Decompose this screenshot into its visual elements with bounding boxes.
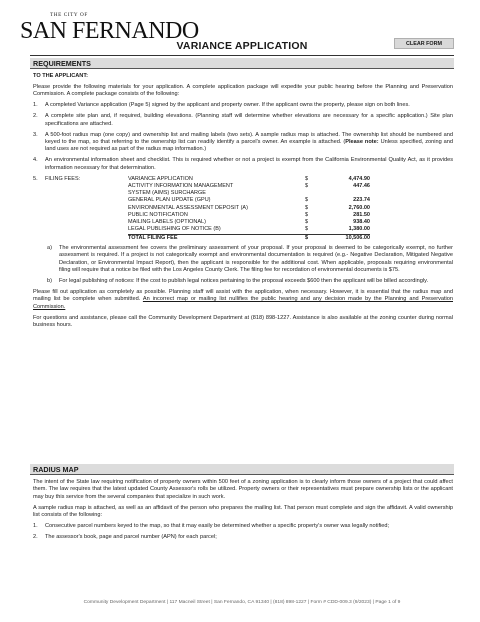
item-text: A complete site plan and, if required, building elevations. (Planning staff will determine whether elevations are necessary for a specific application.) Site plan specifications are attached. xyxy=(45,113,453,127)
item-number: 5. xyxy=(33,175,38,182)
requirement-item-1 xyxy=(33,102,453,109)
fee-name: VARIANCE APPLICATION xyxy=(128,175,193,182)
fee-amount: 4,474.90 xyxy=(348,175,370,182)
fee-amount: 2,760.00 xyxy=(348,204,370,211)
ownership-item-1 xyxy=(33,523,453,530)
filing-fees-table xyxy=(45,176,370,242)
note-text: The environmental assessment fee covers the preliminary assessment of your proposal. If your proposal is deemed to be categorically exempt, no further assessment is required. If a project is not categorically exempt and environmental documentation is required (e.g.- Negative Declaration, Mitigated Negative Declaration, or Environmental Impact Report), then the applicant is responsible for the additional cost. When applicable, proposals requiring environmental filing will require that a notice be filed with the Los Angeles County Clerk. The filing fee for recordation of environmental documents is $75. xyxy=(59,244,453,274)
fee-amount: 223.74 xyxy=(353,197,370,204)
fee-total-amount: 10,506.00 xyxy=(325,234,370,242)
fee-total-dollar: $ xyxy=(305,234,325,242)
fee-dollar: $ xyxy=(305,197,309,204)
item-number: 1. xyxy=(33,523,38,530)
filing-fees-item xyxy=(33,176,453,242)
requirements-intro: Please provide the following materials for your application. A complete application package will expedite your public hearing before the Planning and Preservation Commission. A complete package consists of the following: xyxy=(33,83,453,98)
item-number: 4. xyxy=(33,157,38,164)
fee-dollar: $ xyxy=(305,204,309,211)
fee-name: LEGAL PUBLISHING OF NOTICE (B) xyxy=(128,226,221,233)
logo-small-text: THE CITY OF xyxy=(50,12,88,18)
fee-total-row xyxy=(45,234,370,242)
item-text: An environmental information sheet and checklist. This is required whether or not a project is exempt from the California Environmental Quality Act, as it provides information necessary for that determination. xyxy=(45,157,453,171)
fee-row xyxy=(45,183,370,190)
page-footer: Community Development Department | 117 Macneil Street | San Fernando, CA 91340 | (818) 898-1227 | Form # CDD-009.3 (9/2023) | Page 1 of 9 xyxy=(83,600,401,605)
item-text-part-b: Unless specified, zoning and land uses are not required as part of the radius map information.) xyxy=(45,139,453,153)
fee-dollar: $ xyxy=(305,219,309,226)
fee-name: PUBLIC NOTIFICATION xyxy=(128,211,188,218)
item-text-part-a: A 500-foot radius map (one copy) and ownership list and mailing labels (two sets). A sample radius map is attached. The ownership list should be numbered and keyed to the map, so that referring to the ownership list can readily identify a parcel's owner. An example is attached. ( xyxy=(45,131,453,145)
item-number: 1. xyxy=(33,102,38,109)
please-note-label: Please note: xyxy=(345,139,379,145)
requirements-heading: REQUIREMENTS xyxy=(30,58,454,69)
fee-row xyxy=(45,176,370,183)
filing-fees-label: FILING FEES: xyxy=(45,175,81,182)
radius-map-sample: A sample radius map is attached, as well as an affidavit of the person who prepares the mailing list. That person must complete and sign the affidavit. A valid ownership list consists of the following: xyxy=(33,504,453,519)
fee-dollar: $ xyxy=(305,175,309,182)
fee-dollar: $ xyxy=(305,211,309,218)
fee-amount: 938.40 xyxy=(353,219,370,226)
item-number: 2. xyxy=(33,534,38,541)
fee-row xyxy=(45,205,370,212)
fee-note-b xyxy=(47,278,453,285)
item-text xyxy=(45,132,453,154)
fee-row xyxy=(45,212,370,219)
item-text: Consecutive parcel numbers keyed to the map, so that it may easily be determined whether a specific property's owner was legally notified; xyxy=(45,523,390,530)
fee-amount: 447.46 xyxy=(353,182,370,189)
item-number: 3. xyxy=(33,131,38,138)
fee-row xyxy=(45,219,370,226)
radius-map-intro: The intent of the State law requiring notification of property owners within 500 feet of a zoning application is to clearly inform those owners of a project that could affect them. The law requires that the latest updated County Assessor's rolls be utilized. Property owners or their representatives must prepare ownership lists or the applicant may buy this service from the several companies that specialize in such work. xyxy=(33,479,453,500)
title-bar xyxy=(30,37,454,56)
radius-map-heading: RADIUS MAP xyxy=(30,464,454,475)
requirement-item-3 xyxy=(33,132,453,154)
requirements-section xyxy=(33,73,453,333)
note-letter: a) xyxy=(47,244,52,251)
fee-row xyxy=(45,226,370,234)
fee-total-name: TOTAL FILING FEE xyxy=(128,234,305,242)
fill-out-paragraph xyxy=(33,289,453,311)
fee-name: MAILING LABELS (OPTIONAL) xyxy=(128,219,206,226)
fee-name: ACTIVITY INFORMATION MANAGEMENT xyxy=(128,182,234,189)
logo-big-text: SAN FERNANDO xyxy=(20,18,199,44)
note-letter: b) xyxy=(47,278,52,285)
fee-amount: 281.50 xyxy=(353,211,370,218)
to-applicant-label: TO THE APPLICANT: xyxy=(33,73,89,79)
ownership-item-2 xyxy=(33,534,453,541)
radius-map-section xyxy=(33,479,453,545)
fee-note-a xyxy=(47,245,453,275)
fee-row xyxy=(45,190,370,197)
fee-name: SYSTEM (AIMS) SURCHARGE xyxy=(128,190,206,197)
clear-form-button[interactable]: CLEAR FORM xyxy=(394,38,454,49)
page-title: VARIANCE APPLICATION xyxy=(176,40,308,52)
note-text: For legal publishing of notices: If the cost to publish legal notices pertaining to the proposal exceeds $600 then the applicant will be billed accordingly. xyxy=(59,278,429,285)
fee-row xyxy=(45,197,370,204)
item-text: A completed Variance application (Page 5) signed by the applicant and property owner. If the applicant owns the property, please sign on both lines. xyxy=(45,102,410,109)
fill-out-warning: An incorrect map or mailing list nullifies the public hearing and any decision made by the Planning and Preservation Commission. xyxy=(33,296,453,310)
fee-dollar xyxy=(305,190,325,197)
requirement-item-4 xyxy=(33,157,453,172)
fee-name: ENVIRONMENTAL ASSESSMENT DEPOSIT (A) xyxy=(128,204,248,211)
item-text: The assessor's book, page and parcel number (APN) for each parcel; xyxy=(45,534,217,541)
fee-name: GENERAL PLAN UPDATE (GPU) xyxy=(128,197,211,204)
item-number: 2. xyxy=(33,113,38,120)
questions-paragraph: For questions and assistance, please call the Community Development Department at (818) 898-1227. Assistance is also available at the zoning counter during normal business hours. xyxy=(33,314,453,329)
fee-dollar: $ xyxy=(305,182,309,189)
fee-amount xyxy=(325,190,370,197)
fee-amount: 1,380.00 xyxy=(348,226,370,233)
requirement-item-2 xyxy=(33,113,453,128)
fill-out-text: Please fill out application as completely as possible. Planning staff will assist with the application, when necessary. However, it is essential that the radius map and mailing list be complete when submitted. xyxy=(33,289,453,303)
fee-dollar: $ xyxy=(305,226,309,233)
